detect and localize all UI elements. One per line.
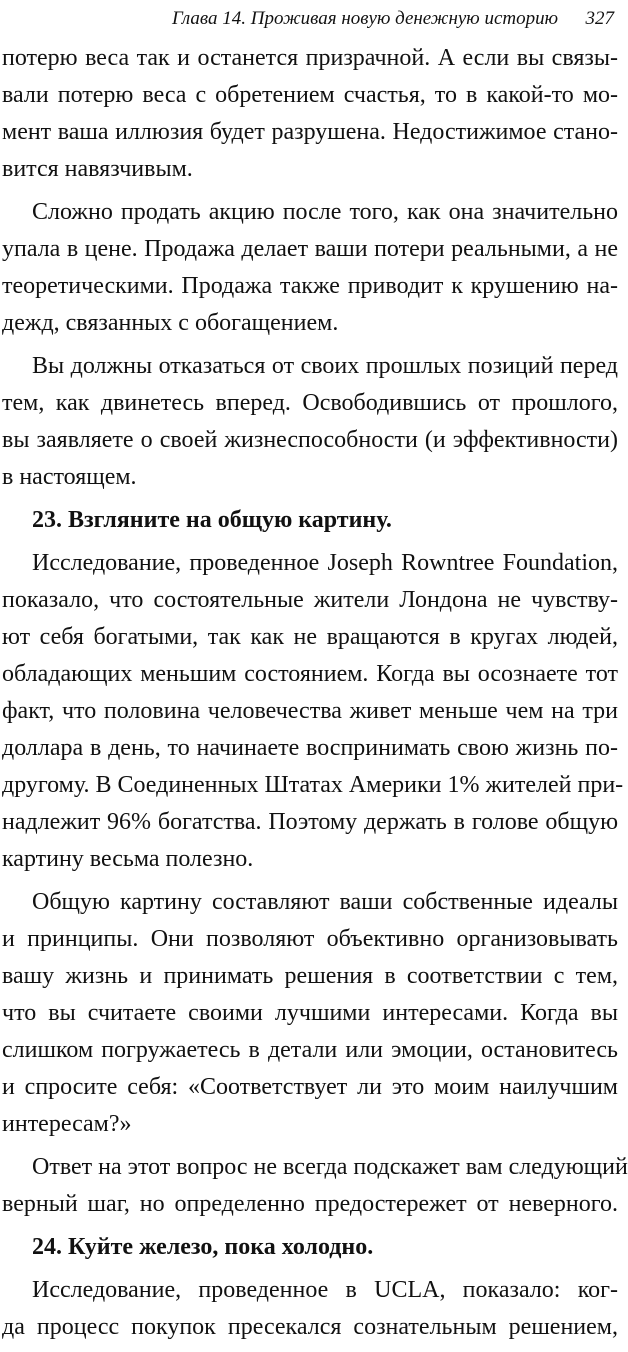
text-line: вится навязчивым. (2, 156, 193, 182)
text-line: потерю веса так и останется призрачной. А если вы связы- (2, 45, 618, 71)
text-line: верный шаг, но определенно предостережет от неверного. (2, 1191, 618, 1217)
text-line: вы заявляете о своей жизнеспособности (и эффективности) (2, 427, 618, 453)
text-line: да процесс покупок пресекался сознательным решением, (2, 1314, 618, 1340)
text-line: Исследование, проведенное в UCLA, показало: ког- (32, 1277, 618, 1303)
paragraph (2, 348, 618, 496)
text-line: другому. В Соединенных Штатах Америки 1% жителей при- (2, 772, 624, 798)
text-line: надлежит 96% богатства. Поэтому держать в голове общую (2, 809, 618, 835)
text-line: и принципы. Они позволяют объективно организовывать (2, 926, 618, 952)
text-line: теоретическими. Продажа также приводит к крушению на- (2, 273, 618, 299)
text-line: ют себя богатыми, так как не вращаются в кругах людей, (2, 624, 618, 650)
text-line: Ответ на этот вопрос не всегда подскажет вам следующий (32, 1154, 628, 1180)
paragraph (2, 40, 618, 188)
text-line: обладающих меньшим состоянием. Когда вы осознаете тот (2, 661, 618, 687)
page-header (0, 4, 620, 34)
text-line: картину весьма полезно. (2, 846, 254, 872)
text-line: доллара в день, то начинаете воспринимать свою жизнь по- (2, 735, 618, 761)
text-line: упала в цене. Продажа делает ваши потери реальными, а не (2, 236, 618, 262)
section-heading-24: 24. Куйте железо, пока холодно. (32, 1234, 374, 1260)
text-line: и спросите себя: «Соответствует ли это моим наилучшим (2, 1074, 618, 1100)
text-line: Общую картину составляют ваши собственные идеалы (32, 889, 618, 915)
page-number: 327 (585, 8, 614, 29)
running-title: Глава 14. Проживая новую денежную историю (172, 8, 558, 29)
text-line: дежд, связанных с обогащением. (2, 310, 339, 336)
text-line: факт, что половина человечества живет меньше чем на три (2, 698, 618, 724)
text-line: что вы считаете своими лучшими интересами. Когда вы (2, 1000, 618, 1026)
section-heading-23: 23. Взгляните на общую картину. (32, 507, 392, 533)
text-line: тем, как двинетесь вперед. Освободившись от прошлого, (2, 390, 618, 416)
paragraph (2, 1272, 618, 1346)
paragraph (2, 194, 618, 342)
paragraph (2, 884, 618, 1143)
paragraph (2, 1149, 628, 1223)
text-line: Сложно продать акцию после того, как она значительно (32, 199, 618, 225)
text-line: вашу жизнь и принимать решения в соответствии с тем, (2, 963, 618, 989)
text-line: вали потерю веса с обретением счастья, то в какой-то мо- (2, 82, 618, 108)
text-line: в настоящем. (2, 464, 137, 490)
text-line: слишком погружаетесь в детали или эмоции, остановитесь (2, 1037, 618, 1063)
body-text (2, 40, 628, 1352)
text-line: интересам?» (2, 1111, 132, 1137)
text-line: показало, что состоятельные жители Лондона не чувству- (2, 587, 618, 613)
text-line: Исследование, проведенное Joseph Rowntree Foundation, (32, 550, 618, 576)
text-line: мент ваша иллюзия будет разрушена. Недостижимое стано- (2, 119, 618, 145)
text-line: Вы должны отказаться от своих прошлых позиций перед (32, 353, 618, 379)
paragraph (2, 545, 624, 878)
